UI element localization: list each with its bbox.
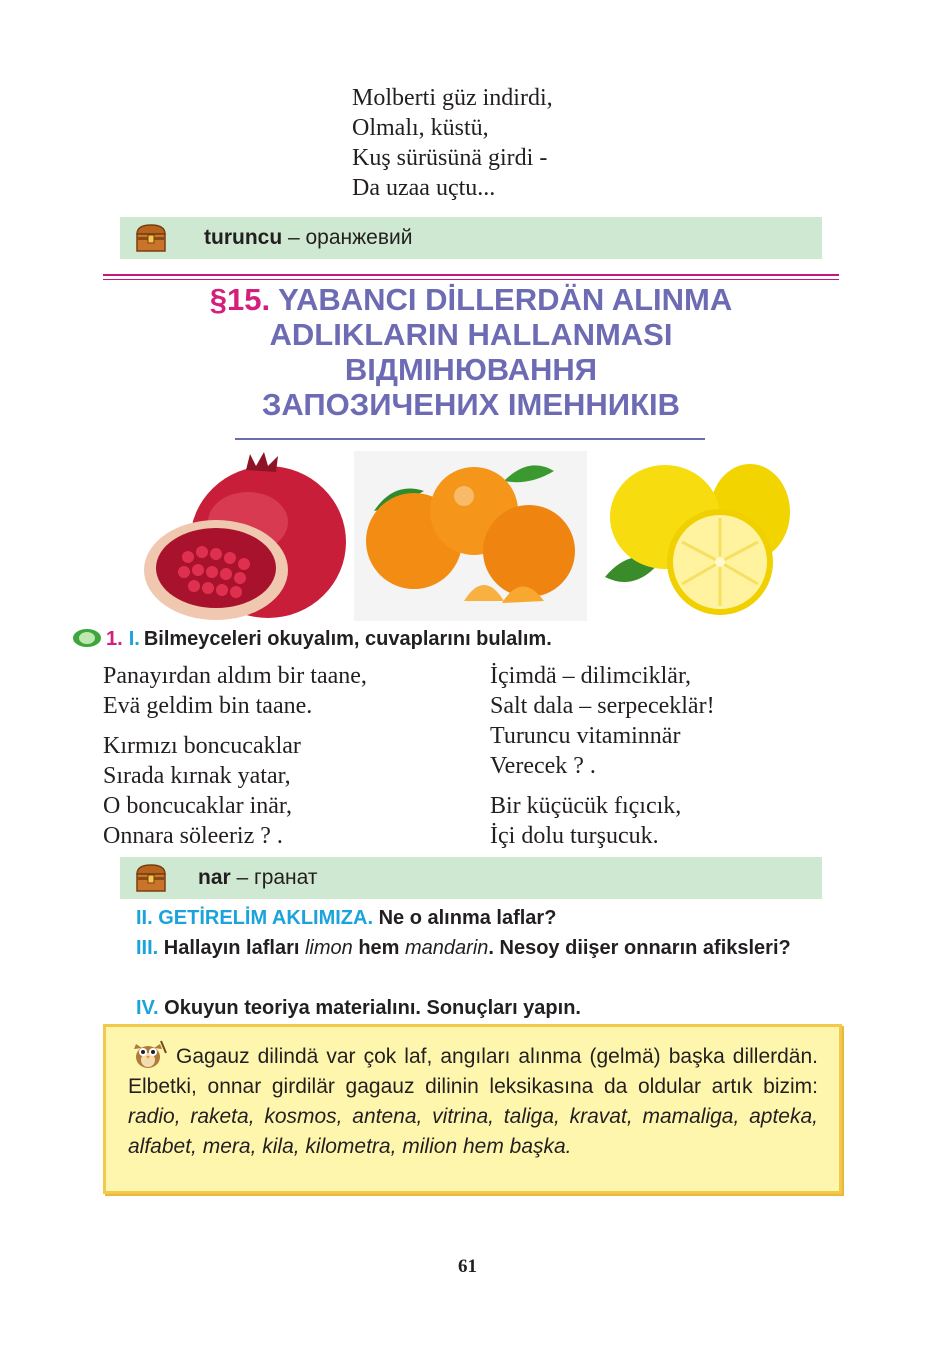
title-underline [235, 438, 705, 440]
section-title [103, 282, 839, 422]
question-4 [136, 993, 581, 1023]
task-bullet-icon [72, 628, 102, 648]
riddle-left-1 [103, 661, 367, 721]
vocab-term: nar [198, 866, 231, 889]
question-text: Ne o alınma laflar? [373, 907, 557, 929]
question-text: hem [352, 937, 406, 959]
section-title-line: ЗАПОЗИЧЕНИХ ІМЕННИКІВ [261, 387, 680, 422]
question-number: III. [136, 937, 159, 959]
riddle-line: Kırmızı boncucaklar [103, 733, 301, 759]
owl-icon [128, 1039, 168, 1069]
rule-text: Gagauz dilindä var çok laf, angıları alınma (gelmä) başka dillerdän. Elbetki, onnar girdilär gagauz dilinin leksikasına da oldular artık bizim: [128, 1045, 819, 1098]
vocab-entry [204, 217, 412, 259]
question-text: Okuyun teoriya materialını. Sonuçları yapın. [158, 997, 581, 1019]
question-number: IV. [136, 997, 159, 1019]
riddle-line: İçi dolu turşucuk. [490, 823, 659, 849]
pomegranate-image [138, 452, 350, 624]
riddle-line: Turuncu vitaminnär [490, 723, 681, 749]
riddle-left-2 [103, 731, 301, 851]
poem-line: Olmalı, küstü, [352, 115, 489, 141]
treasure-chest-icon [134, 862, 168, 894]
question-number: II. GETİRELİM AKLIMIZA. [136, 907, 374, 929]
vocab-translation: – гранат [230, 866, 318, 889]
rule-examples: radio, raketa, kosmos, antena, vitrina, taliga, kravat, mamaliga, apteka, alfabet, mera, kila, kilometra, milion hem başka. [128, 1105, 818, 1158]
question-3 [103, 933, 839, 963]
section-number: §15. [209, 282, 271, 317]
riddle-line: Verecek ? . [490, 753, 596, 779]
tangerines-image [354, 451, 587, 621]
riddle-line: Onnara söleeriz ? . [103, 823, 283, 849]
task-part: I. [128, 628, 140, 650]
riddle-line: Salt dala – serpeceklär! [490, 693, 715, 719]
word-mandarin: mandarin [405, 937, 489, 959]
rule-text-block [128, 1039, 818, 1162]
vocab-bar-turuncu [120, 217, 822, 259]
page-number: 61 [458, 1256, 477, 1277]
section-title-line: ВІДМІНЮВАННЯ [344, 352, 598, 387]
divider-line [103, 274, 839, 276]
divider-line [103, 279, 839, 280]
section-title-line: YABANCI DİLLERDÄN ALINMA [270, 282, 733, 317]
riddle-line: Evä geldim bin taane. [103, 693, 313, 719]
task-heading [72, 625, 552, 653]
task-text: Bilmeyceleri okuyalım, cuvaplarını bulalım. [143, 628, 552, 650]
vocab-translation: – оранжевий [282, 226, 413, 249]
riddle-line: Panayırdan aldım bir taane, [103, 663, 367, 689]
poem-line: Kuş sürüsünä girdi - [352, 145, 548, 171]
vocab-entry [198, 857, 318, 899]
word-limon: limon [304, 937, 353, 959]
riddle-line: İçimdä – dilimciklär, [490, 663, 691, 689]
section-title-line: ADLIKLARIN HALLANMASI [269, 317, 673, 352]
riddle-line: Sırada kırnak yatar, [103, 763, 291, 789]
question-text: . Nesoy diişer onnarın afiksleri? [488, 937, 791, 959]
lemons-image [600, 452, 790, 622]
rule-box [103, 1024, 842, 1194]
riddle-right-2 [490, 791, 681, 851]
question-2 [136, 903, 556, 933]
riddle-line: Bir küçücük fıçıcık, [490, 793, 682, 819]
treasure-chest-icon [134, 222, 168, 254]
poem-top [352, 83, 553, 203]
poem-line: Molberti güz indirdi, [352, 85, 553, 111]
vocab-bar-nar [120, 857, 822, 899]
task-number: 1. [106, 628, 123, 650]
poem-line: Da uzaa uçtu... [352, 175, 496, 201]
riddle-line: O boncucaklar inär, [103, 793, 292, 819]
question-text: Hallayın lafları [158, 937, 305, 959]
vocab-term: turuncu [204, 226, 283, 249]
riddle-right-1 [490, 661, 715, 781]
